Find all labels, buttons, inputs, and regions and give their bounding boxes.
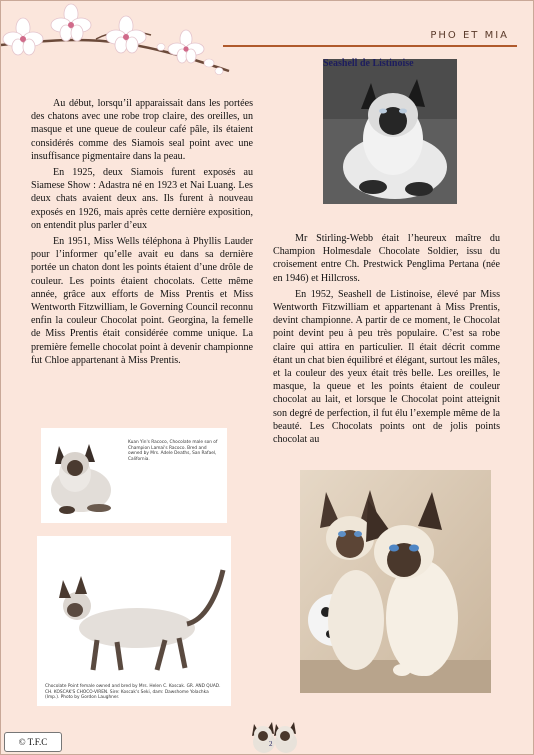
kuan-yin-photo-card — [41, 428, 227, 523]
seashell-cat-photo — [323, 59, 457, 204]
header-rule — [223, 45, 517, 47]
right-text-column — [273, 232, 500, 449]
magazine-brand: PHO ET MIA — [430, 30, 509, 41]
left-text-column — [31, 97, 253, 370]
kuan-yin-caption: Kuan Yin's Racoco, Chocolate male son of Champion Lamai's Racoco. Bred and owned by Mrs. Adele Deaths, San Rafael, California. — [128, 440, 218, 462]
sitting-cat-image — [41, 428, 127, 523]
chocolate-point-caption: Chocolate Point female owned and bred by Mrs. Helen C. Koscak. GR. AND QUAD. CH. KOSCAK'S CHOCO-VIREN. Sire: Koscak's Seki, dam: Dawshome Yolachka (Imp.). Photo by Gordon Laughner. — [45, 684, 221, 701]
two-siamese-kittens-image — [300, 470, 491, 693]
paragraph: En 1952, Seashell de Listinoise, élevé par Miss Wentworth Fitzwilliam et appartenant à Miss Prentis, devint championne. A partir de ce moment, le Chocolat point devint peu à peu très populaire. C’est sa robe claire qui attira en particulier. Il était décrit comme étant un chat bien équilibré et élégant, surtout les mâles, et la couleur des yeux était très belle. Les oreilles, le masque, la queue et les points étaient de couleur chocolat au lait, et lorsque le Chocolat point atteignit son degré de perfection, il fut élu l’exemple même de la beauté. Les Chocolats points ont de jolis points chocolat au — [273, 288, 500, 446]
orchid-branch-decoration — [1, 1, 231, 91]
siamese-cat-image — [323, 59, 457, 204]
paragraph: En 1951, Miss Wells téléphona à Phyllis Lauder pour l’informer qu’elle avait eu dans sa dernière portée un chaton dont les points étaient d’une drôle de couleur. Les points étaient chocolats. Cette même année, grâce aux efforts de Miss Prentis et Miss Wentworth Fitzwilliam, le Governing Council reconnu enfin la couleur Chocolat point. Georgina, la femelle de Miss Prentis était considérée comme unique. La première femelle chocolat point à devenir championne fut Chloe appartenant à Miss Prentis. — [31, 236, 253, 366]
paragraph: Au début, lorsqu’il apparaissait dans les portées des chatons avec une robe trop claire, des oreilles, un masque et une queue de couleur café pâle, ils étaient considérés comme des Siamois seal point avec une insuffisance pigmentaire dans la peau. — [31, 98, 253, 162]
seashell-caption: Seashell de Listinoise — [323, 58, 414, 69]
copyright-badge: © T.F.C — [4, 732, 62, 752]
walking-cat-image — [37, 536, 231, 682]
paragraph: Mr Stirling-Webb était l’heureux maître du Champion Holmesdale Chocolate Soldier, issu du croisement entre Ch. Prestwick Penglima Pertana (née en 1946) et Hillcross. — [273, 233, 500, 284]
two-kittens-photo — [300, 470, 491, 693]
chocolate-point-photo-card — [37, 536, 231, 706]
page-number: 2 — [269, 740, 273, 748]
footer-cats-icon — [246, 708, 304, 754]
paragraph: En 1925, deux Siamois furent exposés au Siamese Show : Adastra né en 1923 et Nai Luang. Les deux chats avaient deux ans. Ils furent à nouveau exposés en 1926, mais après cette dernière exposition, on entendit plus parler d’eux — [31, 167, 253, 231]
